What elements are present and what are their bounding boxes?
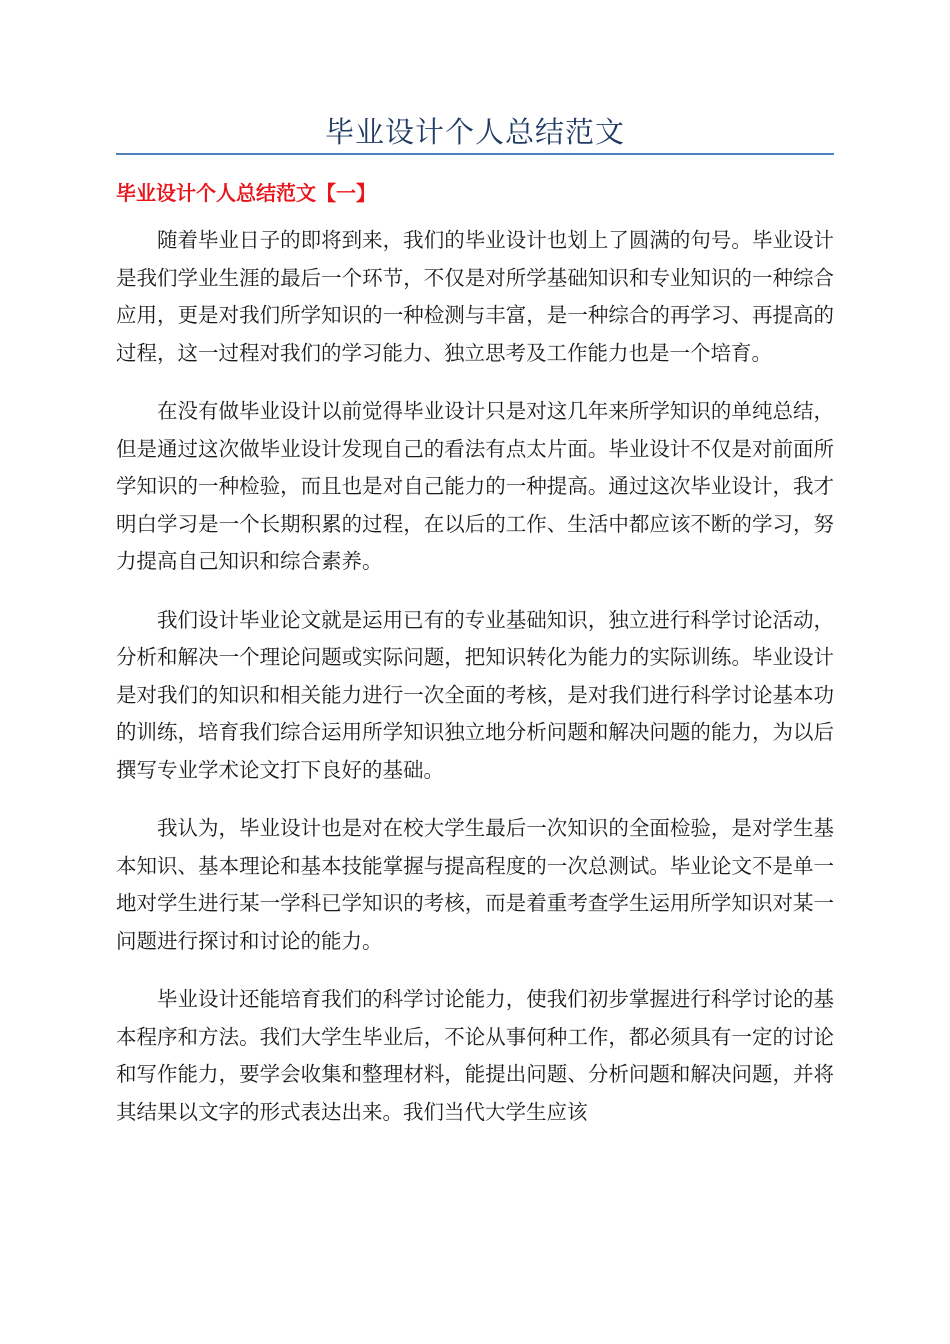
paragraph-4: 我认为，毕业设计也是对在校大学生最后一次知识的全面检验，是对学生基本知识、基本理论和基本技能掌握与提高程度的一次总测试。毕业论文不是单一地对学生进行某一学科已学知识的考核，而是着重考查学生运用所学知识对某一问题进行探讨和讨论的能力。 (116, 816, 834, 953)
paragraph-3: 我们设计毕业论文就是运用已有的专业基础知识，独立进行科学讨论活动，分析和解决一个理论问题或实际问题，把知识转化为能力的实际训练。毕业设计是对我们的知识和相关能力进行一次全面的考核，是对我们进行科学讨论基本功的训练，培育我们综合运用所学知识独立地分析问题和解决问题的能力，为以后撰写专业学术论文打下良好的基础。 (116, 607, 834, 782)
document-title: 毕业设计个人总结范文 (324, 115, 625, 149)
paragraph-2: 在没有做毕业设计以前觉得毕业设计只是对这几年来所学知识的单纯总结，但是通过这次做毕业设计发现自己的看法有点太片面。毕业设计不仅是对前面所学知识的一种检验，而且也是对自己能力的一种提高。通过这次毕业设计，我才明白学习是一个长期积累的过程，在以后的工作、生活中都应该不断的学习，努力提高自己知识和综合素养。 (116, 399, 834, 573)
document-body (116, 222, 834, 1152)
paragraph-5: 毕业设计还能培育我们的科学讨论能力，使我们初步掌握进行科学讨论的基本程序和方法。我们大学生毕业后，不论从事何种工作，都必须具有一定的讨论和写作能力，要学会收集和整理材料，能提出问题、分析问题和解决问题，并将其结果以文字的形式表达出来。我们当代大学生应该 (116, 987, 834, 1124)
paragraph-1: 随着毕业日子的即将到来，我们的毕业设计也划上了圆满的句号。毕业设计是我们学业生涯的最后一个环节，不仅是对所学基础知识和专业知识的一种综合应用，更是对我们所学知识的一种检测与丰富，是一种综合的再学习、再提高的过程，这一过程对我们的学习能力、独立思考及工作能力也是一个培育。 (116, 228, 834, 365)
section-heading: 毕业设计个人总结范文【一】 (116, 181, 376, 205)
title-divider (116, 153, 834, 155)
